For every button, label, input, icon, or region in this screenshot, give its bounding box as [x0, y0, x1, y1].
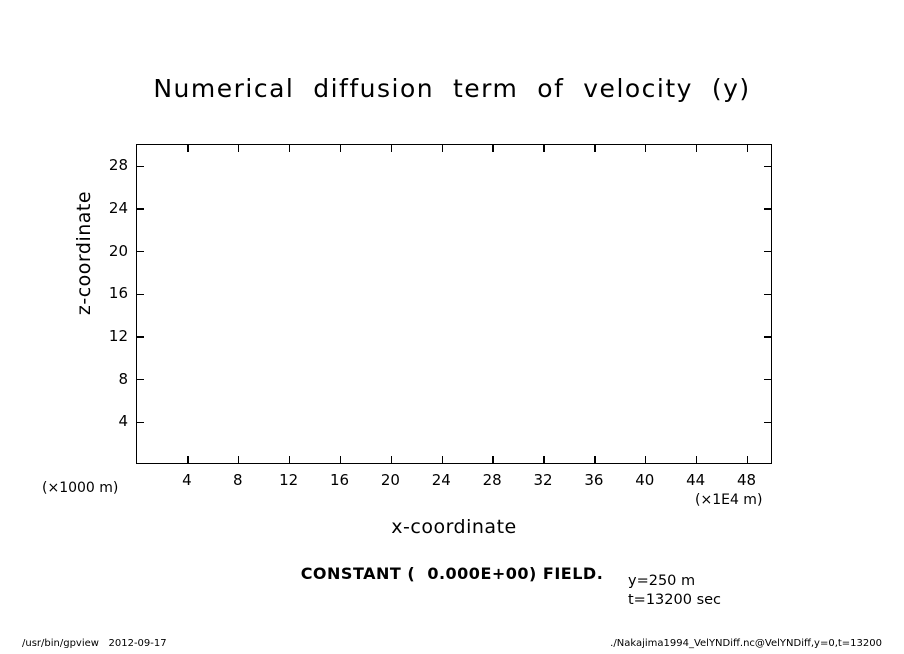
- y-tick-label: 4: [118, 412, 128, 431]
- y-tick-label: 12: [108, 327, 128, 345]
- x-tick: [747, 145, 748, 152]
- x-axis-title: x-coordinate: [391, 516, 517, 538]
- chart-title: Numerical diffusion term of velocity (y): [153, 74, 751, 103]
- plot-area: [136, 144, 772, 464]
- x-tick-label: 28: [482, 471, 502, 489]
- x-tick-label: 48: [737, 471, 757, 489]
- x-tick-label: 40: [635, 471, 655, 489]
- x-tick: [391, 145, 392, 152]
- x-tick-label: 8: [232, 471, 243, 489]
- time-value: t=13200 sec: [628, 592, 722, 608]
- slice-y-value: y=250 m: [628, 573, 696, 589]
- x-tick: [543, 456, 544, 463]
- x-tick: [238, 145, 239, 152]
- x-tick: [442, 145, 443, 152]
- x-tick: [696, 456, 697, 463]
- y-tick: [764, 422, 771, 423]
- constant-field-note: CONSTANT ( 0.000E+00) FIELD.: [300, 564, 604, 583]
- x-tick-label: 24: [431, 471, 451, 489]
- x-tick: [696, 145, 697, 152]
- x-tick-label: 44: [686, 471, 706, 489]
- y-tick: [137, 422, 144, 423]
- x-tick-label: 12: [279, 471, 299, 489]
- y-tick: [764, 294, 771, 295]
- y-tick: [764, 336, 771, 337]
- y-tick: [137, 336, 144, 337]
- y-tick-label: 28: [108, 156, 128, 175]
- slice-info: [628, 572, 721, 610]
- x-tick: [442, 456, 443, 463]
- x-tick: [187, 456, 188, 463]
- x-tick: [543, 145, 544, 152]
- x-tick-label: 32: [533, 471, 553, 489]
- x-tick: [594, 145, 595, 152]
- x-tick: [594, 456, 595, 463]
- y-axis-unit: (×1000 m): [42, 480, 119, 496]
- x-tick: [645, 456, 646, 463]
- y-tick: [137, 251, 144, 252]
- y-tick: [764, 166, 771, 167]
- x-tick: [391, 456, 392, 463]
- x-tick: [289, 456, 290, 463]
- x-tick: [289, 145, 290, 152]
- y-tick: [764, 208, 771, 209]
- x-tick-label: 20: [380, 471, 400, 489]
- y-tick: [764, 379, 771, 380]
- x-tick: [492, 145, 493, 152]
- y-tick: [137, 208, 144, 209]
- x-tick: [340, 456, 341, 463]
- y-tick-label: 8: [118, 369, 128, 388]
- y-tick-label: 20: [108, 241, 128, 260]
- x-tick: [238, 456, 239, 463]
- y-tick-label: 16: [108, 284, 128, 303]
- x-tick-label: 36: [584, 471, 604, 489]
- x-tick: [645, 145, 646, 152]
- x-tick: [747, 456, 748, 463]
- x-tick-label: 16: [329, 471, 350, 489]
- x-tick: [340, 145, 341, 152]
- y-axis-title: z-coordinate: [73, 190, 95, 316]
- x-axis-unit: (×1E4 m): [695, 492, 763, 508]
- y-tick: [137, 379, 144, 380]
- y-tick: [137, 294, 144, 295]
- footer-source: ./Nakajima1994_VelYNDiff.nc@VelYNDiff,y=0,t=13200: [610, 638, 882, 649]
- y-tick: [137, 166, 144, 167]
- y-tick-label: 24: [108, 199, 128, 217]
- x-tick: [187, 145, 188, 152]
- footer-command: /usr/bin/gpview 2012-09-17: [22, 638, 167, 649]
- y-tick: [764, 251, 771, 252]
- x-tick: [492, 456, 493, 463]
- x-tick-label: 4: [182, 471, 192, 489]
